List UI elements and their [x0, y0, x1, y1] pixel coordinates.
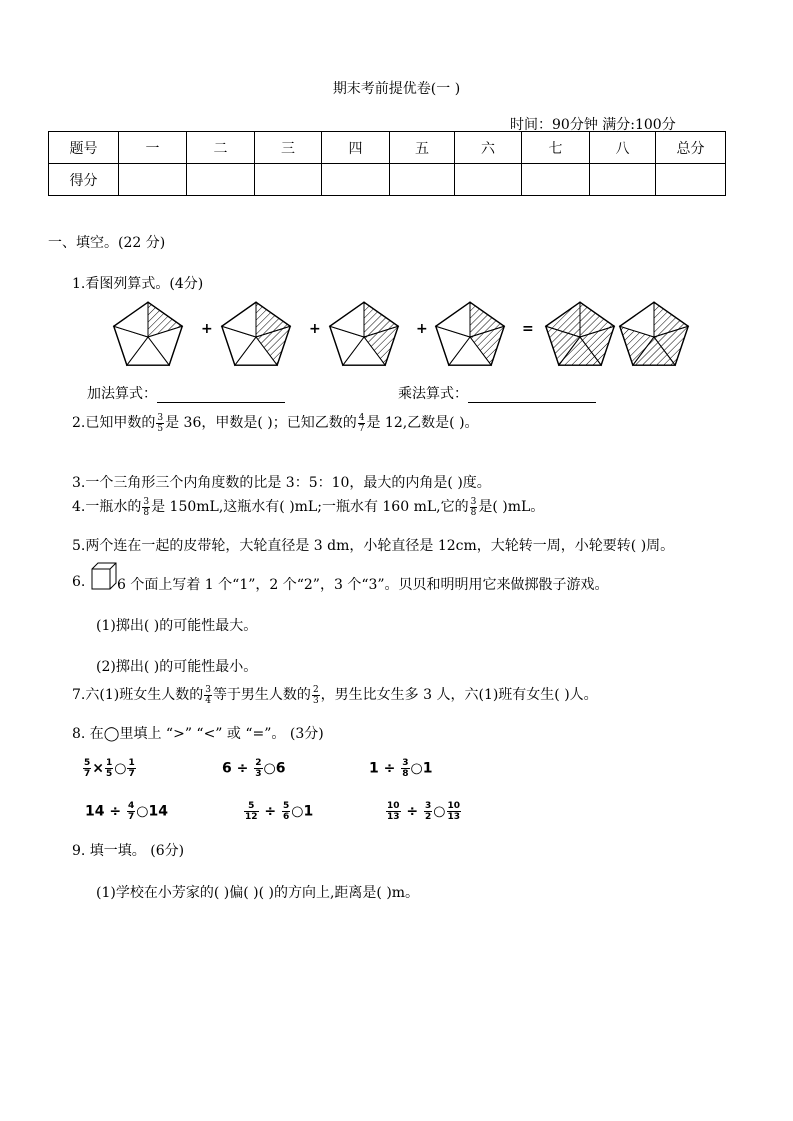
fraction — [83, 758, 91, 779]
table-cell: 总分 — [656, 132, 726, 164]
denominator: 12 — [245, 812, 258, 822]
score-table-score-row — [49, 164, 726, 196]
equals-sign: = — [522, 321, 534, 337]
expression-text: 1 ÷ — [369, 760, 401, 777]
numerator: 3 — [425, 801, 432, 811]
score-cell[interactable] — [455, 164, 522, 196]
denominator: 6 — [283, 812, 290, 822]
denominator: 4 — [205, 695, 211, 706]
q4-text: 是 150mL,这瓶水有( )mL;一瓶水有 160 mL,它的 — [151, 499, 469, 515]
table-cell: 一 — [119, 132, 187, 164]
denominator: 13 — [447, 812, 461, 822]
numerator: 5 — [283, 801, 290, 811]
denominator: 5 — [157, 423, 164, 434]
denominator: 7 — [128, 769, 135, 779]
numerator: 1 — [128, 758, 135, 768]
table-cell: 三 — [255, 132, 322, 164]
question-3: 3.一个三角形三个内角度数的比是 3：5：10，最大的内角是( )度。 — [72, 475, 491, 491]
question-6-part-1: (1)掷出( )的可能性最大。 — [96, 618, 258, 634]
numerator: 2 — [312, 684, 319, 695]
score-cell[interactable] — [590, 164, 656, 196]
denominator: 7 — [358, 423, 365, 434]
denominator: 5 — [106, 769, 113, 779]
comparison-circle[interactable]: ○ — [114, 760, 127, 777]
score-cell[interactable] — [522, 164, 590, 196]
plus-sign: + — [201, 321, 213, 337]
question-6-part-2: (2)掷出( )的可能性最小。 — [96, 659, 258, 675]
question-2 — [72, 412, 479, 434]
question-6: 6. — [72, 574, 86, 590]
numerator: 4 — [127, 801, 135, 811]
fraction — [204, 685, 212, 706]
table-cell: 五 — [390, 132, 455, 164]
score-cell[interactable] — [255, 164, 322, 196]
numerator: 3 — [205, 684, 211, 695]
numerator: 5 — [244, 801, 259, 812]
operator: ÷ — [401, 803, 424, 820]
question-4 — [72, 496, 544, 518]
fraction — [312, 685, 320, 706]
expression-text: 14 ÷ — [85, 803, 126, 820]
table-cell: 八 — [590, 132, 656, 164]
denominator: 3 — [255, 769, 262, 779]
expression-text[interactable]: ○1 — [291, 803, 314, 820]
cube-icon — [91, 562, 117, 590]
numerator: 3 — [402, 758, 409, 768]
question-9: 9. 填一填。 (6分) — [72, 843, 185, 859]
multiplication-label: 乘法算式： — [398, 386, 468, 402]
plus-sign: + — [309, 321, 321, 337]
page-title: 期末考前提优卷(一 ) — [332, 81, 461, 97]
q4-text: 4.一瓶水的 — [72, 499, 142, 515]
q7-text: 7.六(1)班女生人数的 — [72, 687, 204, 703]
fraction — [282, 801, 290, 822]
addition-answer-blank[interactable] — [157, 386, 285, 403]
comparison-expression-4 — [85, 801, 168, 822]
fraction — [424, 801, 432, 822]
table-cell: 四 — [322, 132, 390, 164]
table-cell: 七 — [522, 132, 590, 164]
q2-text: 是 36，甲数是( )；已知乙数的 — [165, 415, 357, 431]
denominator: 7 — [127, 812, 135, 822]
fraction — [470, 497, 478, 518]
numerator: 2 — [255, 758, 262, 768]
score-table — [48, 131, 726, 196]
time-info: 时间：90分钟 满分:100分 — [510, 117, 676, 133]
comparison-expression-5 — [243, 801, 313, 822]
fraction — [127, 801, 135, 822]
fraction — [254, 758, 262, 779]
denominator: 8 — [470, 507, 477, 518]
score-cell[interactable] — [119, 164, 187, 196]
numerator: 4 — [358, 412, 365, 423]
numerator: 10 — [387, 801, 400, 811]
comparison-expression-3 — [369, 758, 432, 779]
denominator: 13 — [387, 812, 400, 822]
section-heading: 一、填空。(22 分) — [48, 235, 166, 251]
q7-text: 等于男生人数的 — [212, 687, 311, 703]
q7-text: ，男生比女生多 3 人，六(1)班有女生( )人。 — [320, 687, 598, 703]
expression-text[interactable]: ○14 — [136, 803, 168, 820]
numerator: 10 — [447, 801, 461, 811]
comparison-expression-6 — [385, 801, 462, 822]
denominator: 2 — [425, 812, 432, 822]
question-6-text: 6 个面上写着 1 个“1”，2 个“2”，3 个“3”。贝贝和明明用它来做掷骰子游戏。 — [117, 577, 609, 593]
score-cell[interactable] — [390, 164, 455, 196]
expression-text[interactable]: ○1 — [410, 760, 433, 777]
denominator: 8 — [402, 769, 409, 779]
expression-text[interactable]: ○6 — [263, 760, 286, 777]
comparison-circle[interactable]: ○ — [433, 803, 446, 820]
table-cell: 题号 — [49, 132, 119, 164]
multiplication-label-row — [398, 383, 596, 403]
addition-label: 加法算式： — [87, 386, 157, 402]
denominator: 8 — [143, 507, 150, 518]
fraction — [447, 801, 462, 822]
comparison-expression-2 — [222, 758, 285, 779]
fraction — [142, 497, 150, 518]
q4-text: 是( )mL。 — [478, 499, 545, 515]
numerator: 5 — [84, 758, 91, 768]
numerator: 3 — [143, 496, 150, 507]
fraction — [127, 758, 135, 779]
table-cell: 得分 — [49, 164, 119, 196]
fraction — [105, 758, 113, 779]
score-table-header-row — [49, 132, 726, 164]
operator: × — [92, 760, 104, 777]
score-cell[interactable] — [322, 164, 390, 196]
score-cell[interactable] — [656, 164, 726, 196]
denominator: 3 — [312, 695, 319, 706]
q2-text: 是 12,乙数是( )。 — [366, 415, 479, 431]
denominator: 7 — [84, 769, 91, 779]
plus-sign: + — [416, 321, 428, 337]
q2-text: 2.已知甲数的 — [72, 415, 156, 431]
fraction — [386, 801, 401, 822]
fraction — [358, 413, 366, 434]
comparison-expression-1 — [82, 758, 137, 779]
multiplication-answer-blank[interactable] — [468, 386, 596, 403]
fraction — [244, 801, 259, 822]
score-cell[interactable] — [187, 164, 255, 196]
table-cell: 二 — [187, 132, 255, 164]
numerator: 3 — [470, 496, 477, 507]
question-1: 1.看图列算式。(4分) — [72, 276, 204, 292]
fraction — [401, 758, 409, 779]
question-9-part-1: (1)学校在小芳家的( )偏( )( )的方向上,距离是( )m。 — [96, 885, 420, 901]
operator: ÷ — [259, 803, 282, 820]
question-8: 8. 在◯里填上 “>” “<” 或 “=”。 (3分) — [72, 726, 324, 742]
addition-label-row — [87, 383, 285, 403]
table-cell: 六 — [455, 132, 522, 164]
question-5: 5.两个连在一起的皮带轮，大轮直径是 3 dm，小轮直径是 12cm，大轮转一周，小轮要转( )周。 — [72, 538, 675, 554]
numerator: 3 — [157, 412, 164, 423]
question-7 — [72, 684, 598, 706]
expression-text: 6 ÷ — [222, 760, 254, 777]
numerator: 1 — [106, 758, 113, 768]
pentagon-figures — [0, 293, 793, 373]
fraction — [156, 413, 164, 434]
